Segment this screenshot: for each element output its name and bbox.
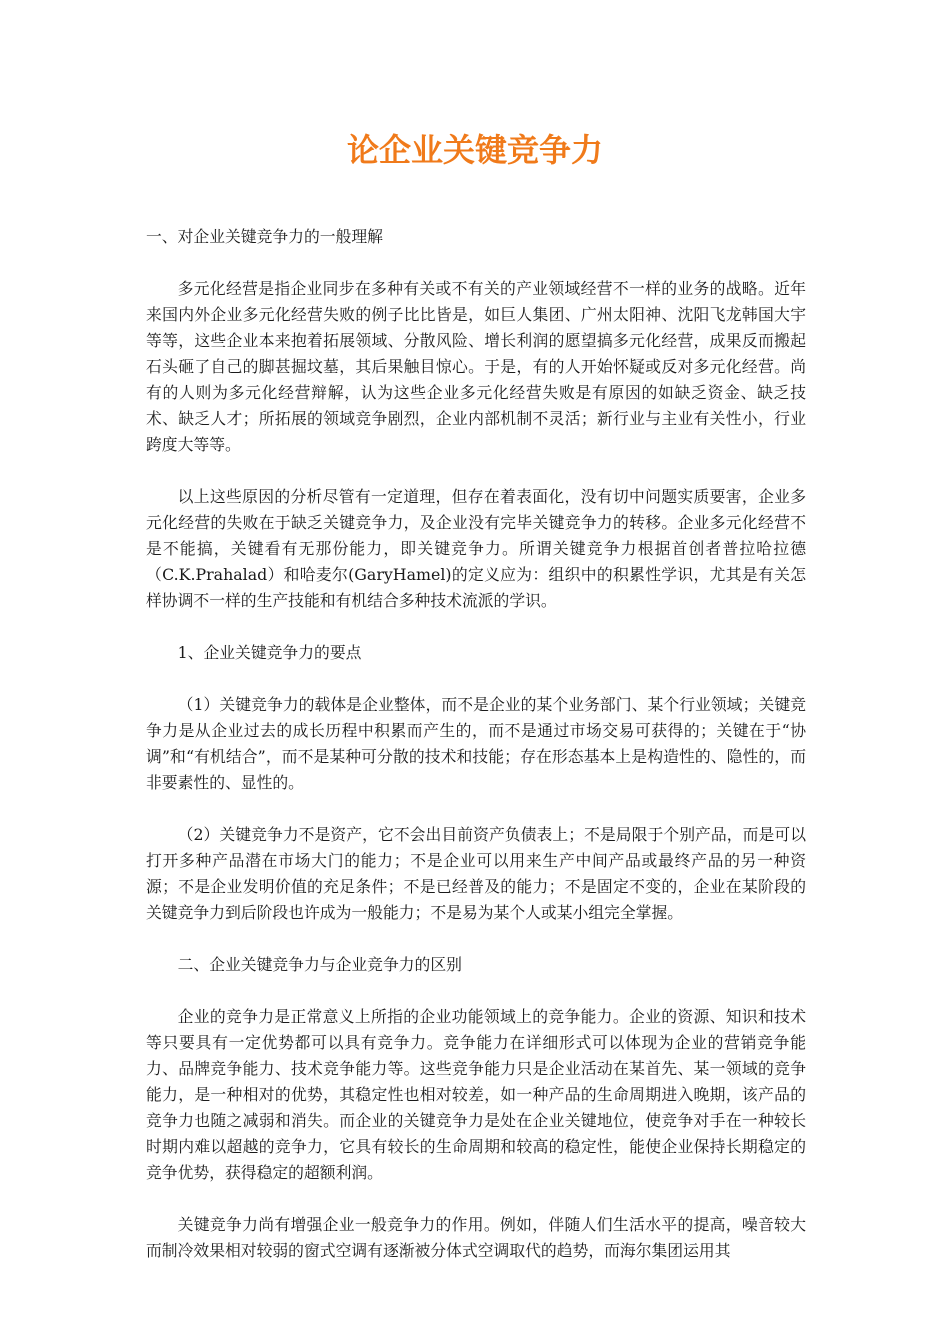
paragraph: 以上这些原因的分析尽管有一定道理，但存在着表面化，没有切中问题实质要害，企业多元化经营的失败在于缺乏关键竞争力，及企业没有完毕关键竞争力的转移。企业多元化经营不是不能搞，关键看有无那份能力，即关键竞争力。所谓关键竞争力根据首创者普拉哈拉德（C.K.Prahalad）和哈麦尔(GaryHamel)的定义应为：组织中的积累性学识，尤其是有关怎样协调不一样的生产技能和有机结合多种技术流派的学识。 (146, 487, 806, 610)
document-body (146, 224, 806, 1264)
paragraph: （2）关键竞争力不是资产，它不会出目前资产负债表上；不是局限于个别产品，而是可以打开多种产品潜在市场大门的能力；不是企业可以用来生产中间产品或最终产品的另一种资源；不是企业发明价值的充足条件；不是已经普及的能力；不是固定不变的，企业在某阶段的关键竞争力到后阶段也许成为一般能力；不是易为某个人或某小组完全掌握。 (146, 825, 806, 922)
document-title: 论企业关键竞争力 (346, 131, 603, 169)
section-heading-2: 二、企业关键竞争力与企业竞争力的区别 (177, 955, 462, 974)
paragraph: 关键竞争力尚有增强企业一般竞争力的作用。例如，伴随人们生活水平的提高，噪音较大而制冷效果相对较弱的窗式空调有逐渐被分体式空调取代的趋势，而海尔集团运用其 (146, 1215, 806, 1260)
paragraph: 多元化经营是指企业同步在多种有关或不有关的产业领域经营不一样的业务的战略。近年来国内外企业多元化经营失败的例子比比皆是，如巨人集团、广州太阳神、沈阳飞龙韩国大宇等等，这些企业本来抱着拓展领域、分散风险、增长利润的愿望搞多元化经营，成果反而搬起石头砸了自己的脚甚掘坟墓，其后果触目惊心。于是，有的人开始怀疑或反对多元化经营。尚有的人则为多元化经营辩解，认为这些企业多元化经营失败是有原因的如缺乏资金、缺乏技术、缺乏人才；所拓展的领域竞争剧烈，企业内部机制不灵活；新行业与主业有关性小，行业跨度大等等。 (146, 279, 806, 454)
subsection-heading: 1、企业关键竞争力的要点 (177, 643, 362, 662)
section-heading-1: 一、对企业关键竞争力的一般理解 (146, 227, 383, 246)
paragraph: （1）关键竞争力的载体是企业整体，而不是企业的某个业务部门、某个行业领域；关键竞争力是从企业过去的成长历程中积累而产生的，而不是通过市场交易可获得的；关键在于“协调”和“有机结合”，而不是某种可分散的技术和技能；存在形态基本上是构造性的、隐性的，而非要素性的、显性的。 (146, 695, 806, 792)
paragraph: 企业的竞争力是正常意义上所指的企业功能领域上的竞争能力。企业的资源、知识和技术等只要具有一定优势都可以具有竞争力。竞争能力在详细形式可以体现为企业的营销竞争能力、品牌竞争能力、技术竞争能力等。这些竞争能力只是企业活动在某首先、某一领域的竞争能力，是一种相对的优势，其稳定性也相对较差，如一种产品的生命周期进入晚期，该产品的竞争力也随之减弱和消失。而企业的关键竞争力是处在企业关键地位，使竞争对手在一种较长时期内难以超越的竞争力，它具有较长的生命周期和较高的稳定性，能使企业保持长期稳定的竞争优势，获得稳定的超额利润。 (146, 1007, 806, 1182)
